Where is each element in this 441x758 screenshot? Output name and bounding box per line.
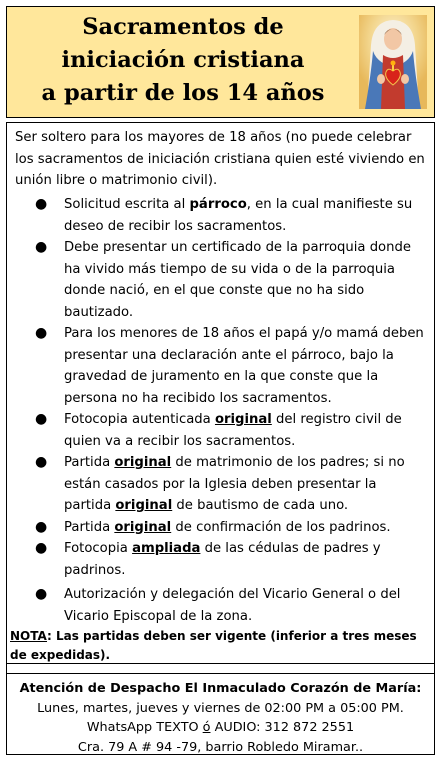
page-title — [13, 11, 353, 110]
title-line: Sacramentos de — [82, 14, 284, 40]
address: Cra. 79 A # 94 -79, barrio Robledo Miramar.. — [77, 739, 364, 755]
requirements-list — [7, 194, 427, 627]
flyer — [6, 6, 435, 755]
bullet-icon: ● — [35, 325, 48, 341]
note — [10, 627, 430, 664]
list-item: ● Partida original de confirmación de los padrinos. — [7, 517, 427, 539]
title-line: iniciación cristiana — [61, 47, 305, 73]
title-line: a partir de los 14 años — [41, 80, 325, 106]
list-item: ● Fotocopia autenticada original del registro civil de quien va a recibir los sacramentos. — [35, 411, 402, 449]
office-hours-title: Atención de Despacho El Inmaculado Corazón de María: — [19, 681, 422, 696]
requirements-box — [6, 122, 435, 664]
bullet-icon: ● — [35, 239, 48, 255]
bullet-icon: ● — [35, 196, 48, 212]
contact-line: WhatsApp TEXTO ó AUDIO: 312 872 2551 — [86, 720, 355, 735]
bullet-icon: ● — [35, 586, 48, 602]
bullet-icon: ● — [35, 411, 48, 427]
sacred-heart-of-mary-icon — [359, 15, 427, 109]
list-item: ● Para los menores de 18 años el papá y/o mamá deben presentar una declaración ante el párroco, bajo la gravedad de juramento en la que conste que la persona no ha recibido los sacramentos. — [35, 325, 424, 406]
bullet-icon: ● — [35, 540, 48, 556]
list-item: ● Fotocopia ampliada de las cédulas de padres y padrinos. — [35, 540, 381, 578]
bullet-icon: ● — [35, 454, 48, 470]
footer — [6, 674, 435, 755]
divider — [6, 663, 435, 674]
office-hours: Lunes, martes, jueves y viernes de 02:00 PM a 05:00 PM. — [37, 700, 404, 716]
header — [6, 6, 435, 118]
note-text: : Las partidas deben ser vigente (inferior a tres meses de expedidas). — [10, 629, 417, 662]
list-item: ● Solicitud escrita al párroco, en la cual manifieste su deseo de recibir los sacramentos. — [35, 196, 413, 234]
bullet-icon: ● — [35, 518, 48, 535]
list-item: ● Autorización y delegación del Vicario General o del Vicario Episcopal de la zona. — [35, 586, 401, 624]
list-item: ● Partida original de matrimonio de los padres; si no están casados por la Iglesia deben presentar la partida original de bautismo de cada uno. — [35, 454, 405, 513]
list-item: ● Debe presentar un certificado de la parroquia donde ha vivido más tiempo de su vida o de la parroquia donde nació, en el que conste que no ha sido bautizado. — [35, 239, 411, 320]
note-label: NOTA — [10, 629, 48, 643]
intro-text: Ser soltero para los mayores de 18 años (no puede celebrar los sacramentos de iniciación cristiana quien esté viviendo en unión libre o matrimonio civil). — [15, 130, 425, 188]
